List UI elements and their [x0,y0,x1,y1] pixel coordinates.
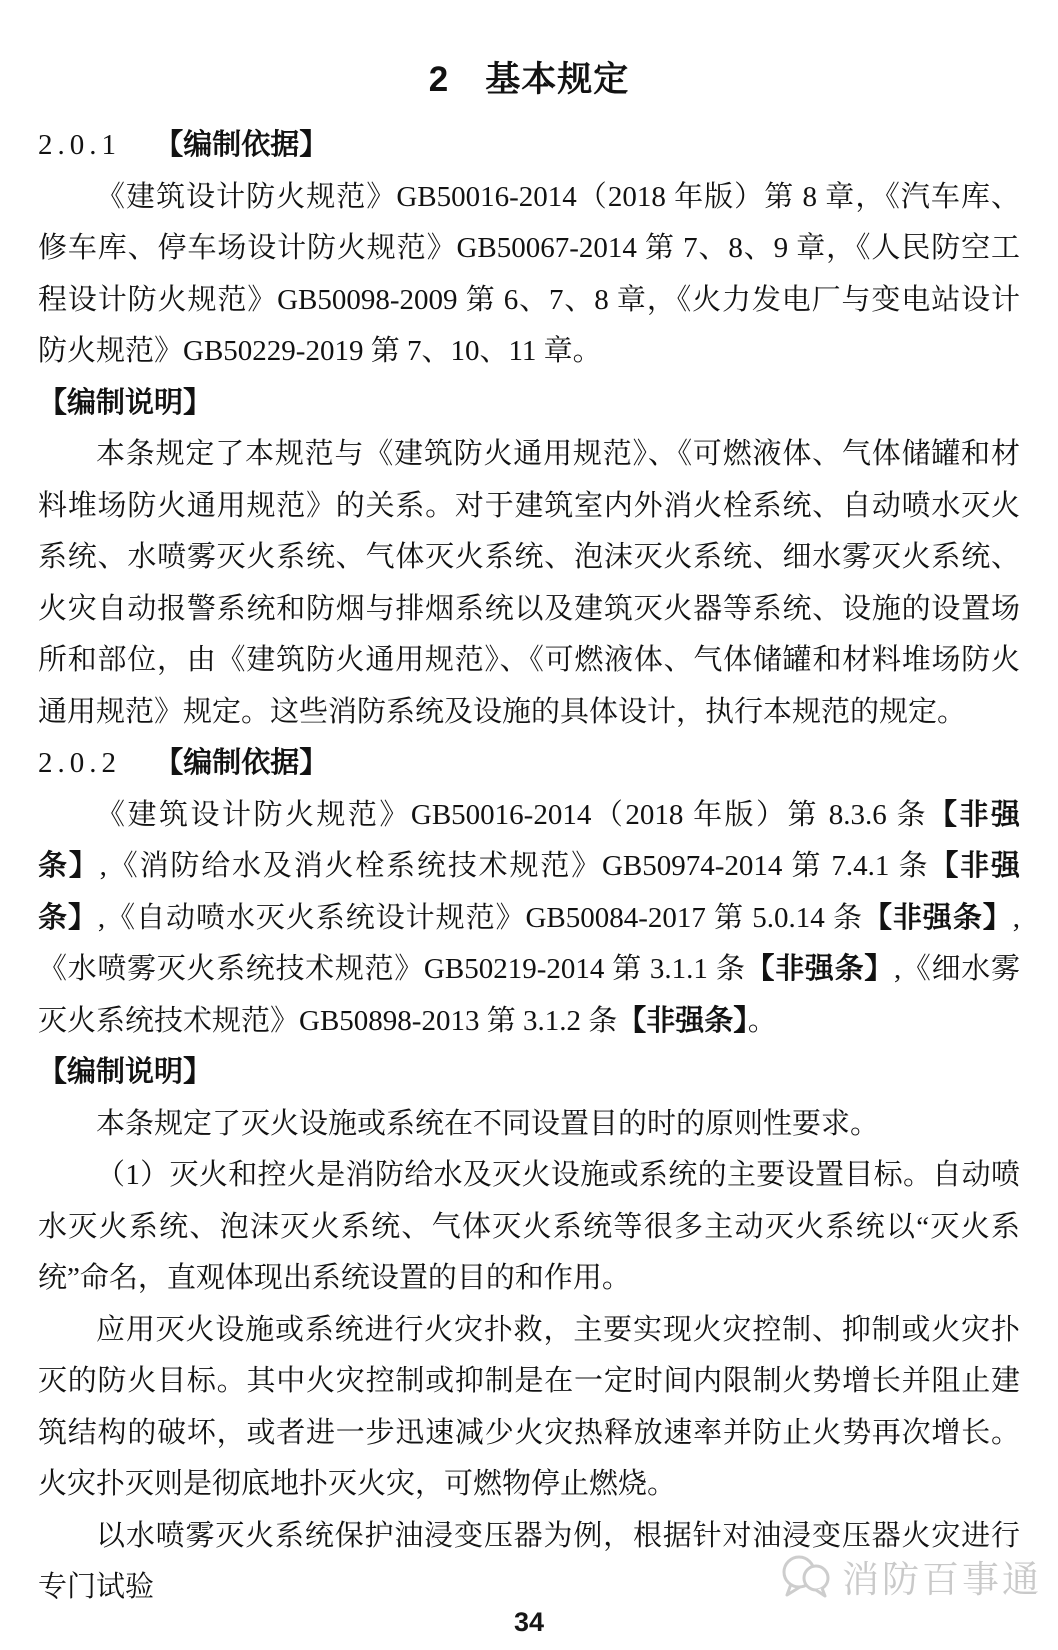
note-heading-2-0-2 [38,1047,1020,1099]
text-segment: ,《自动喷水灭火系统设计规范》GB50084-2017 第 5.0.14 条 [97,901,863,934]
paragraph-note-2-0-2-item1: （1）灭火和控火是消防给水及灭火设施或系统的主要设置目标。自动喷水灭火系统、泡沫灭火系统、气体灭火系统等很多主动灭火系统以“灭火系统”命名，直观体现出系统设置的目的和作用。 [38,1159,1020,1294]
text-segment: 《建筑设计防火规范》GB50016-2014（2018 年版）第 8.3.6 条 [96,798,928,831]
document-page [0,50,1058,1650]
paragraph-note-2-0-2-firefighting: 应用灭火设施或系统进行火灾扑救，主要实现火灾控制、抑制或火灾扑灭的防火目标。其中火灾控制或抑制是在一定时间内限制火势增长并阻止建筑结构的破坏，或者进一步迅速减少火灾热释放速率并防止火势再次增长。火灾扑灭则是彻底地扑灭火灾，可燃物停止燃烧。 [38,1313,1020,1500]
note-label-2-0-1: 【编制说明】 [38,386,213,419]
section-heading-2-0-1 [38,120,1020,172]
section-number-2-0-2: 2.0.2 [38,747,121,779]
paragraph-note-2-0-2-transformer: 以水喷雾灭火系统保护油浸变压器为例，根据针对油浸变压器火灾进行专门试验 [38,1519,1020,1603]
text-segment: ,《消防给水及消火栓系统技术规范》GB50974-2014 第 7.4.1 条 [99,850,930,882]
page-title: 2 基本规定 [428,60,630,99]
non-mandatory-clause-tag: 【非强条】 [862,901,1013,934]
section-label-basis-2-0-1: 【编制依据】 [154,129,329,161]
note-label-2-0-2: 【编制说明】 [38,1056,213,1088]
text-segment: 。 [747,1004,777,1037]
text-segment: ,《细水雾灭火系统技术规范》GB50898-2013 第 3.1.2 条 [38,953,1020,1037]
non-mandatory-clause-tag: 【非强条】 [745,953,894,985]
text-segment: ,《水喷雾灭火系统技术规范》GB50219-2014 第 3.1.1 条 [38,901,1020,985]
paragraph-basis-2-0-2 [38,790,1020,1048]
non-mandatory-clause-tag: 【非强条】 [617,1004,748,1037]
section-number-2-0-1: 2.0.1 [38,129,121,161]
document-body [38,120,1020,1614]
non-mandatory-clause-tag: 【非强条】 [38,798,1020,882]
watermark-text: 消防百事通 [842,1559,1042,1600]
non-mandatory-clause-tag: 【非强条】 [38,850,1020,934]
section-heading-2-0-2 [38,738,1020,790]
note-heading-2-0-1 [38,378,1020,430]
page-number: 34 [513,1607,545,1637]
paragraph-basis-2-0-1: 《建筑设计防火规范》GB50016-2014（2018 年版）第 8 章，《汽车库、修车库、停车场设计防火规范》GB50067-2014 第 7、8、9 章，《人民防空工程设计防火规范》GB50098-2009 第 6、7、8 章，《火力发电厂与变电站设计防火规范》GB50229-2019 第 7、10、11 章。 [38,180,1020,367]
section-label-basis-2-0-2: 【编制依据】 [154,747,329,779]
paragraph-note-2-0-1: 本条规定了本规范与《建筑防火通用规范》、《可燃液体、气体储罐和材料堆场防火通用规范》的关系。对于建筑室内外消火栓系统、自动喷水灭火系统、水喷雾灭火系统、气体灭火系统、泡沫灭火系统、细水雾灭火系统、火灾自动报警系统和防烟与排烟系统以及建筑灭火器等系统、设施的设置场所和部位，由《建筑防火通用规范》、《可燃液体、气体储罐和材料堆场防火通用规范》规定。这些消防系统及设施的具体设计，执行本规范的规定。 [38,438,1020,728]
paragraph-note-2-0-2-intro: 本条规定了灭火设施或系统在不同设置目的时的原则性要求。 [96,1107,880,1140]
